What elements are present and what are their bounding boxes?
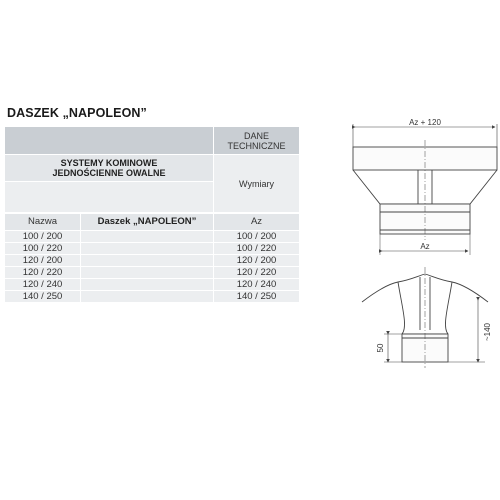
cell-nazwa: 120 / 220 bbox=[22, 267, 63, 278]
header-dane-techniczne: DANE TECHNICZNE bbox=[214, 127, 299, 154]
cell-nazwa: 100 / 220 bbox=[22, 243, 63, 254]
dim-top-label: Az + 120 bbox=[409, 118, 441, 127]
column-divider bbox=[80, 231, 81, 303]
cell-az: 120 / 240 bbox=[236, 279, 277, 290]
cell-az: 100 / 200 bbox=[236, 231, 277, 242]
dim-height-label: ~140 bbox=[483, 322, 492, 342]
page-title: DASZEK „NAPOLEON” bbox=[7, 106, 147, 120]
header-wymiary: Wymiary bbox=[214, 155, 299, 212]
dim-pipe-label: 50 bbox=[376, 343, 385, 353]
cell-nazwa: 120 / 200 bbox=[22, 255, 63, 266]
cell-az: 100 / 220 bbox=[236, 243, 277, 254]
table-row bbox=[5, 255, 299, 267]
col-header-nazwa: Nazwa bbox=[5, 214, 80, 230]
table-header-empty bbox=[5, 127, 213, 154]
dim-bottom-label: Az bbox=[420, 242, 430, 251]
table-row bbox=[5, 279, 299, 291]
column-divider bbox=[213, 231, 214, 303]
header-systemy-kominowe: SYSTEMY KOMINOWE JEDNOŚCIENNE OWALNE bbox=[5, 155, 213, 181]
table-row bbox=[5, 267, 299, 279]
col-header-product: Daszek „NAPOLEON” bbox=[81, 214, 213, 230]
cell-nazwa: 100 / 200 bbox=[22, 231, 63, 242]
cell-nazwa: 140 / 250 bbox=[22, 291, 63, 302]
header-empty-band bbox=[5, 182, 213, 212]
cell-az: 120 / 220 bbox=[236, 267, 277, 278]
table-row bbox=[5, 243, 299, 255]
col-header-az: Az bbox=[214, 214, 299, 230]
cell-nazwa: 120 / 240 bbox=[22, 279, 63, 290]
cell-az: 140 / 250 bbox=[236, 291, 277, 302]
technical-drawing bbox=[340, 112, 500, 382]
table-row bbox=[5, 291, 299, 303]
table-row bbox=[5, 231, 299, 243]
cell-az: 120 / 200 bbox=[236, 255, 277, 266]
